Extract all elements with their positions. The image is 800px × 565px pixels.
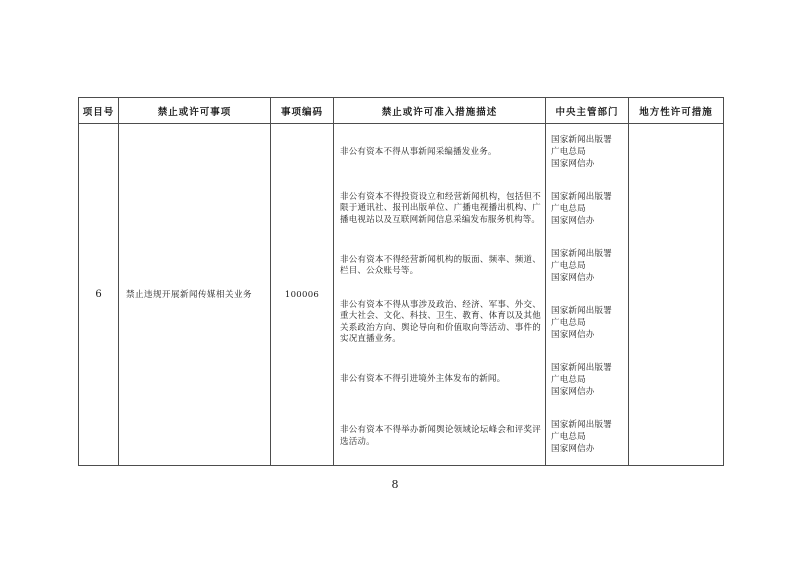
department-line: 广电总局 [551,261,586,272]
cell-local-measures [629,124,723,465]
measure-description: 非公有资本不得举办新闻舆论领域论坛峰会和评奖评选活动。 [340,425,541,447]
department-line: 广电总局 [551,431,586,442]
measure-description: 非公有资本不得引进境外主体发布的新闻。 [340,373,506,384]
department-line: 广电总局 [551,374,586,385]
cell-item-name: 禁止违规开展新闻传媒相关业务 [119,124,271,465]
department-line: 广电总局 [551,204,586,215]
department-line: 国家网信办 [551,443,595,454]
cell-project-no: 6 [79,124,119,465]
central-departments [546,351,628,408]
header-central-department: 中央主管部门 [546,98,629,123]
measure-description: 非公有资本不得从事新闻采编播发业务。 [340,146,497,157]
table-row [79,124,723,465]
table-header-row [79,98,723,124]
central-departments [546,124,628,181]
measure-description: 非公有资本不得从事涉及政治、经济、军事、外交、重大社会、文化、科技、卫生、教育、体育以及其他关系政治方向、舆论导向和价值取向等活动、事件的实况直播业务。 [340,299,541,345]
measure-description: 非公有资本不得投资设立和经营新闻机构，包括但不限于通讯社、报刊出版单位、广播电视播出机构、广播电视站以及互联网新闻信息采编发布服务机构等。 [340,191,541,225]
department-line: 国家新闻出版署 [551,305,612,316]
department-line: 国家网信办 [551,273,595,284]
central-departments [546,238,628,295]
cell-item-code: 100006 [271,124,334,465]
department-line: 国家网信办 [551,159,595,170]
negative-list-table [78,97,724,466]
header-project-no: 项目号 [79,98,119,123]
department-line: 国家新闻出版署 [551,362,612,373]
central-departments [546,408,628,465]
cell-measures-and-departments [334,124,629,465]
department-line: 广电总局 [551,147,586,158]
central-departments [546,294,628,351]
department-line: 国家网信办 [551,329,595,340]
department-line: 国家网信办 [551,386,595,397]
department-line: 国家新闻出版署 [551,249,612,260]
measure-description: 非公有资本不得经营新闻机构的版面、频率、频道、栏目、公众账号等。 [340,254,541,277]
department-line: 广电总局 [551,317,586,328]
central-departments [546,181,628,238]
department-line: 国家新闻出版署 [551,419,612,430]
header-item-code: 事项编码 [271,98,334,123]
department-line: 国家网信办 [551,216,595,227]
header-measure-description: 禁止或许可准入措施描述 [334,98,546,123]
header-local-measures: 地方性许可措施 [639,106,713,118]
header-item-name: 禁止或许可事项 [119,98,271,123]
page-number: 8 [391,478,399,491]
department-line: 国家新闻出版署 [551,192,612,203]
department-line: 国家新闻出版署 [551,135,612,146]
